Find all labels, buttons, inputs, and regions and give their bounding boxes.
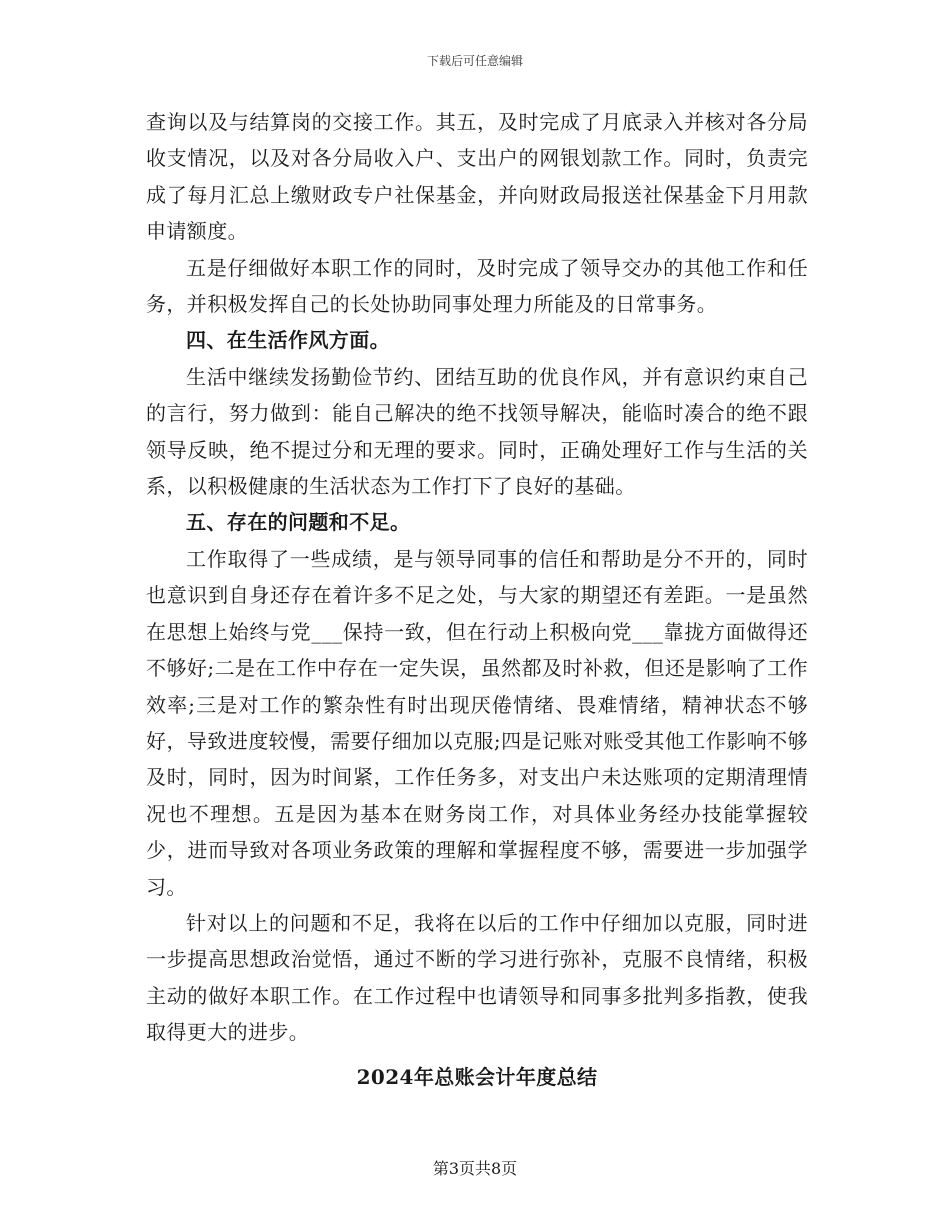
section-heading-lifestyle: 四、在生活作风方面。 <box>186 328 390 353</box>
document-body <box>146 104 808 1095</box>
paragraph-item-five: 五是仔细做好本职工作的同时，及时完成了领导交办的其他工作和任务，并积极发挥自己的长处协助同事处理力所能及的日常事务。 <box>146 255 808 317</box>
paragraph-improvements: 针对以上的问题和不足，我将在以后的工作中仔细加以克服，同时进一步提高思想政治觉悟，通过不断的学习进行弥补，克服不良情绪，积极主动的做好本职工作。在工作过程中也请领导和同事多批判多指教，使我取得更大的进步。 <box>146 910 808 1045</box>
section-heading-problems: 五、存在的问题和不足。 <box>186 510 411 535</box>
page-footer: 第3页共8页 <box>432 1159 518 1178</box>
paragraph-lifestyle: 生活中继续发扬勤俭节约、团结互助的优良作风，并有意识约束自己的言行，努力做到：能自己解决的绝不找领导解决，能临时凑合的绝不跟领导反映，绝不提过分和无理的要求。同时，正确处理好工作与生活的关系，以积极健康的生活状态为工作打下了良好的基础。 <box>146 364 808 499</box>
paragraph-problems: 工作取得了一些成绩，是与领导同事的信任和帮助是分不开的，同时也意识到自身还存在着许多不足之处，与大家的期望还有差距。一是虽然在思想上始终与党___保持一致，但在行动上积极向党___靠拢方面做得还不够好;二是在工作中存在一定失误，虽然都及时补救，但还是影响了工作效率;三是对工作的繁杂性有时出现厌倦情绪、畏难情绪，精神状态不够好，导致进度较慢，需要仔细加以克服;四是记账对账受其他工作影响不够及时，同时，因为时间紧，工作任务多，对支出户未达账项的定期清理情况也不理想。五是因为基本在财务岗工作，对具体业务经办技能掌握较少，进而导致对各项业务政策的理解和掌握程度不够，需要进一步加强学习。 <box>146 546 808 899</box>
paragraph-continuation: 查询以及与结算岗的交接工作。其五，及时完成了月底录入并核对各分局收支情况，以及对各分局收入户、支出户的网银划款工作。同时，负责完成了每月汇总上缴财政专户社保基金，并向财政局报送社保基金下月用款申请额度。 <box>146 110 808 244</box>
page-header: 下载后可任意编辑 <box>426 54 523 68</box>
next-document-title: 2024年总账会计年度总结 <box>356 1064 598 1089</box>
